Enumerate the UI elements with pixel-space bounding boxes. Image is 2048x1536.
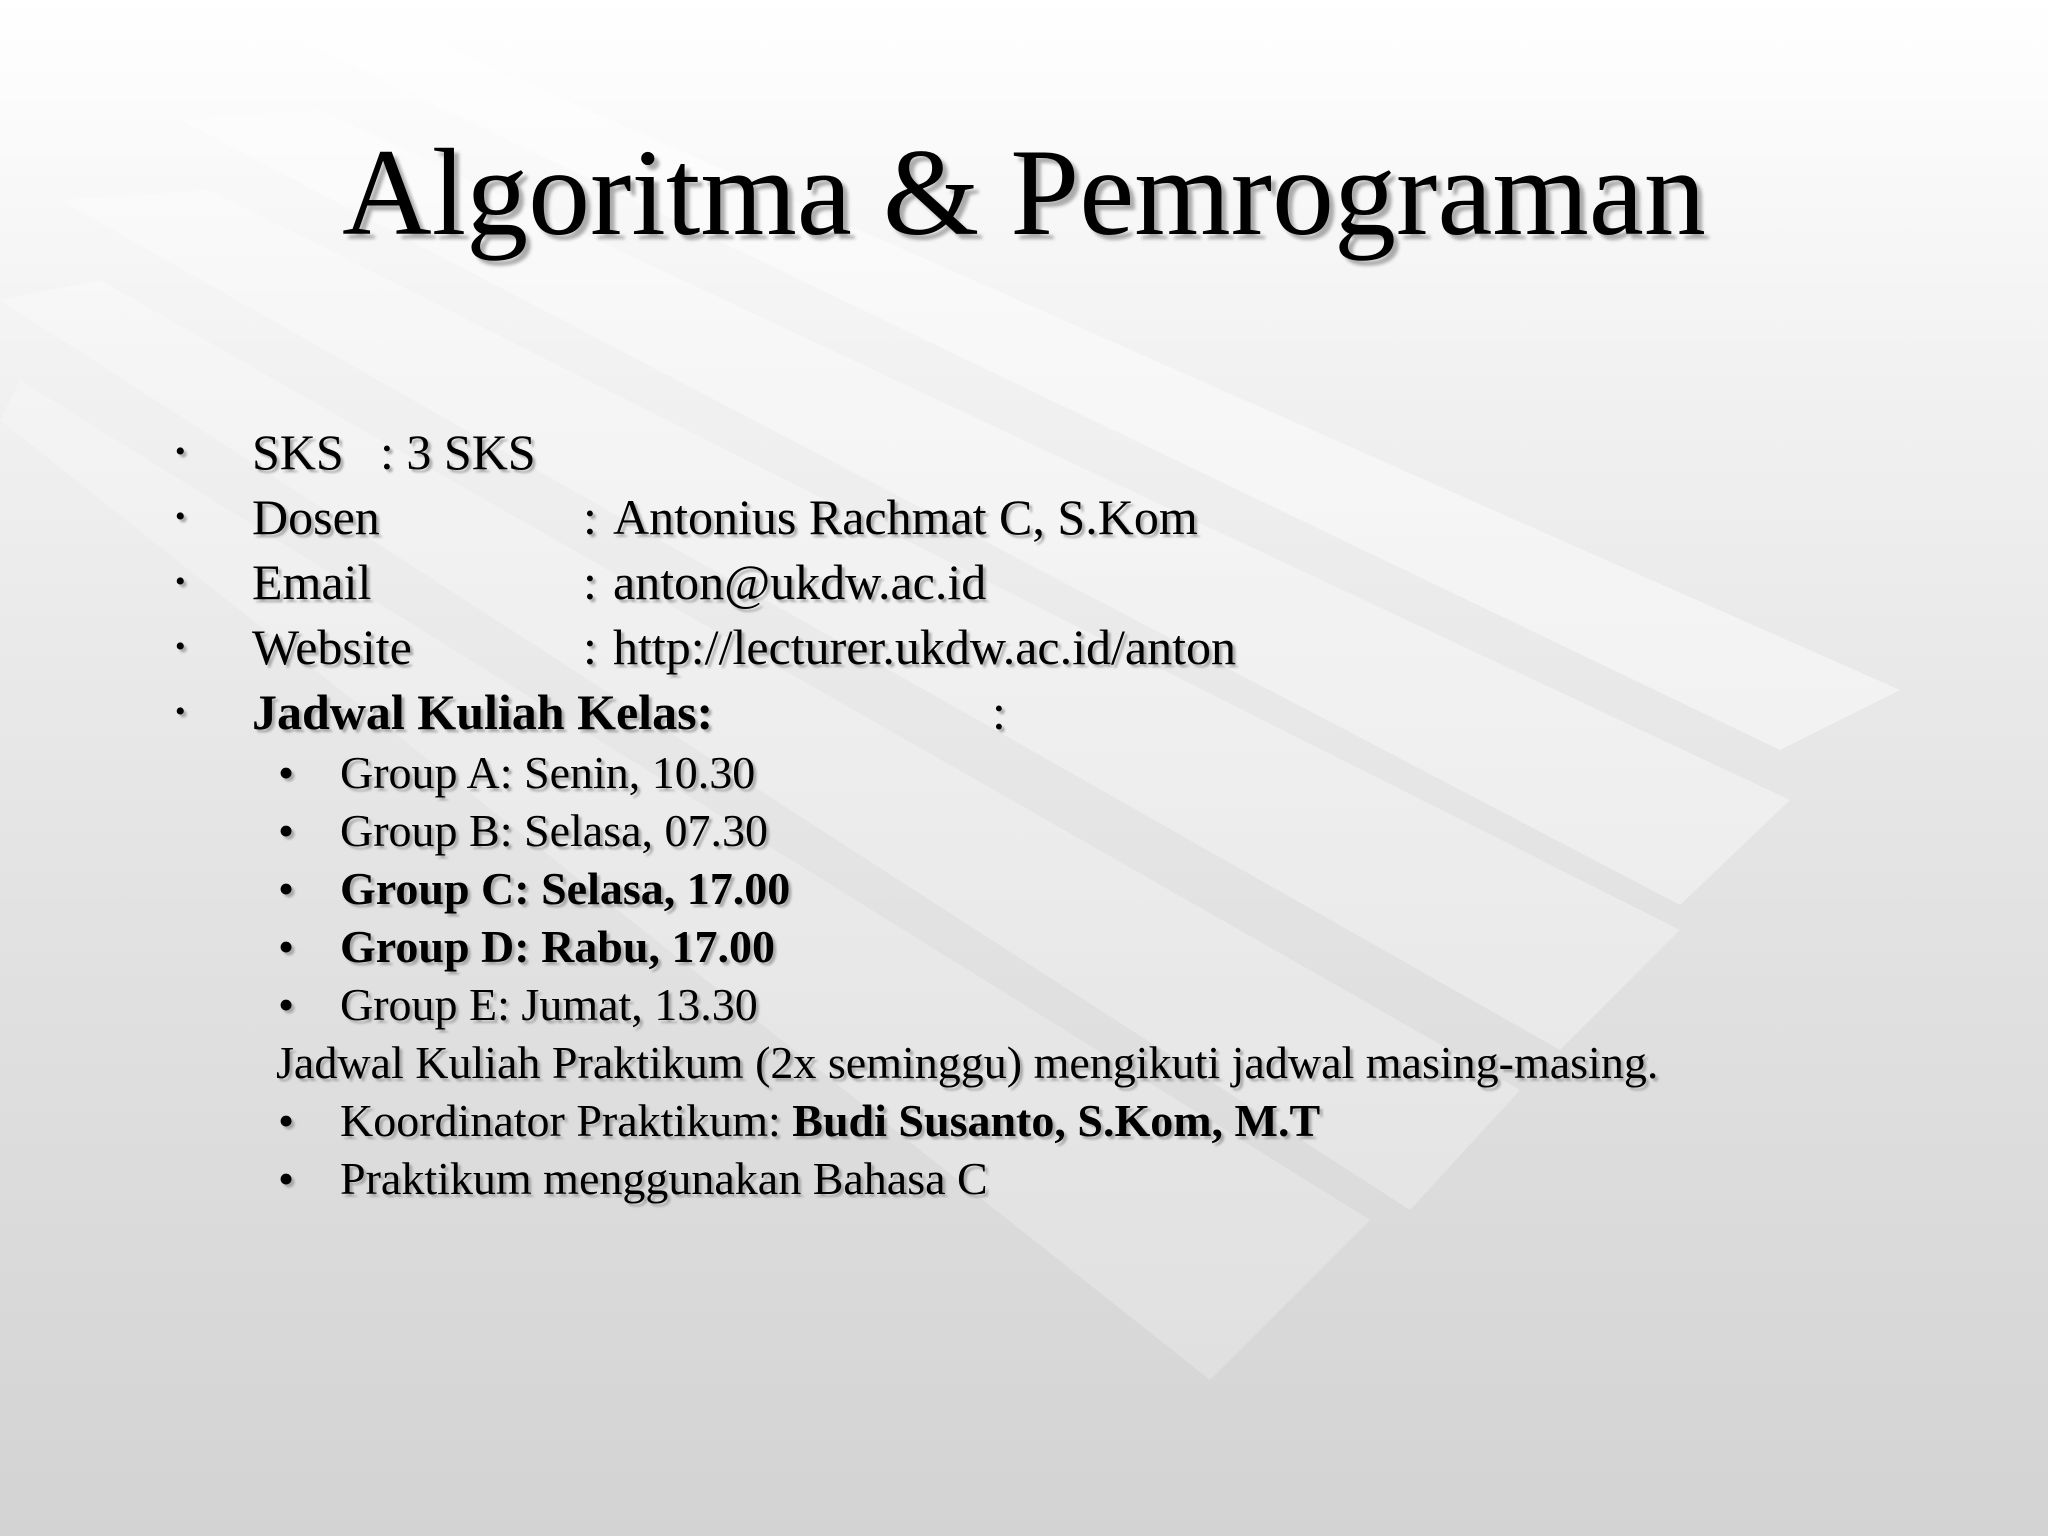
koordinator-label: Koordinator Praktikum: xyxy=(340,1095,781,1146)
bullet-marker: • xyxy=(175,630,186,663)
bullet-marker: • xyxy=(175,500,186,533)
bullet-label: Dosen xyxy=(252,489,380,545)
koordinator-name: Budi Susanto, S.Kom, M.T xyxy=(792,1095,1321,1146)
email-link[interactable]: anton@ukdw.ac.id xyxy=(613,554,987,610)
bullet-label: SKS xyxy=(252,424,344,480)
bullet-label: Email xyxy=(252,554,372,610)
bullet-marker: • xyxy=(278,1095,295,1146)
bullet-label: Website xyxy=(252,619,412,675)
schedule-text: Group A: Senin, 10.30 xyxy=(340,747,756,798)
bullet-marker: • xyxy=(278,921,295,972)
bullet-separator: : xyxy=(583,619,597,675)
bullet-marker: • xyxy=(278,747,295,798)
praktikum-note-text: Jadwal Kuliah Praktikum (2x seminggu) mengikuti jadwal masing-masing. xyxy=(276,1037,1659,1088)
website-link[interactable]: http://lecturer.ukdw.ac.id/anton xyxy=(613,619,1236,675)
schedule-text: Group D: Rabu, 17.00 xyxy=(340,921,775,972)
bullet-value: : 3 SKS xyxy=(380,424,536,480)
bullet-marker: • xyxy=(175,435,186,468)
bullet-marker: • xyxy=(278,979,295,1030)
schedule-text: Group E: Jumat, 13.30 xyxy=(340,979,758,1030)
bullet-marker: • xyxy=(278,805,295,856)
bullet-separator: : xyxy=(583,554,597,610)
schedule-text: Group C: Selasa, 17.00 xyxy=(340,863,791,914)
lecturer-name: Antonius Rachmat C, S.Kom xyxy=(613,489,1198,545)
bullet-separator: : xyxy=(992,684,1006,740)
bullet-marker: • xyxy=(278,863,295,914)
bahasa-text: Praktikum menggunakan Bahasa C xyxy=(340,1153,988,1204)
bullet-marker: • xyxy=(175,695,186,728)
bullet-separator: : xyxy=(583,489,597,545)
slide-title: Algoritma & Pemrograman xyxy=(342,124,1706,261)
koordinator-line xyxy=(340,1092,1320,1150)
bullet-marker: • xyxy=(278,1153,295,1204)
bullet-label: Jadwal Kuliah Kelas: xyxy=(252,684,714,740)
bullet-marker: • xyxy=(175,565,186,598)
schedule-text: Group B: Selasa, 07.30 xyxy=(340,805,769,856)
